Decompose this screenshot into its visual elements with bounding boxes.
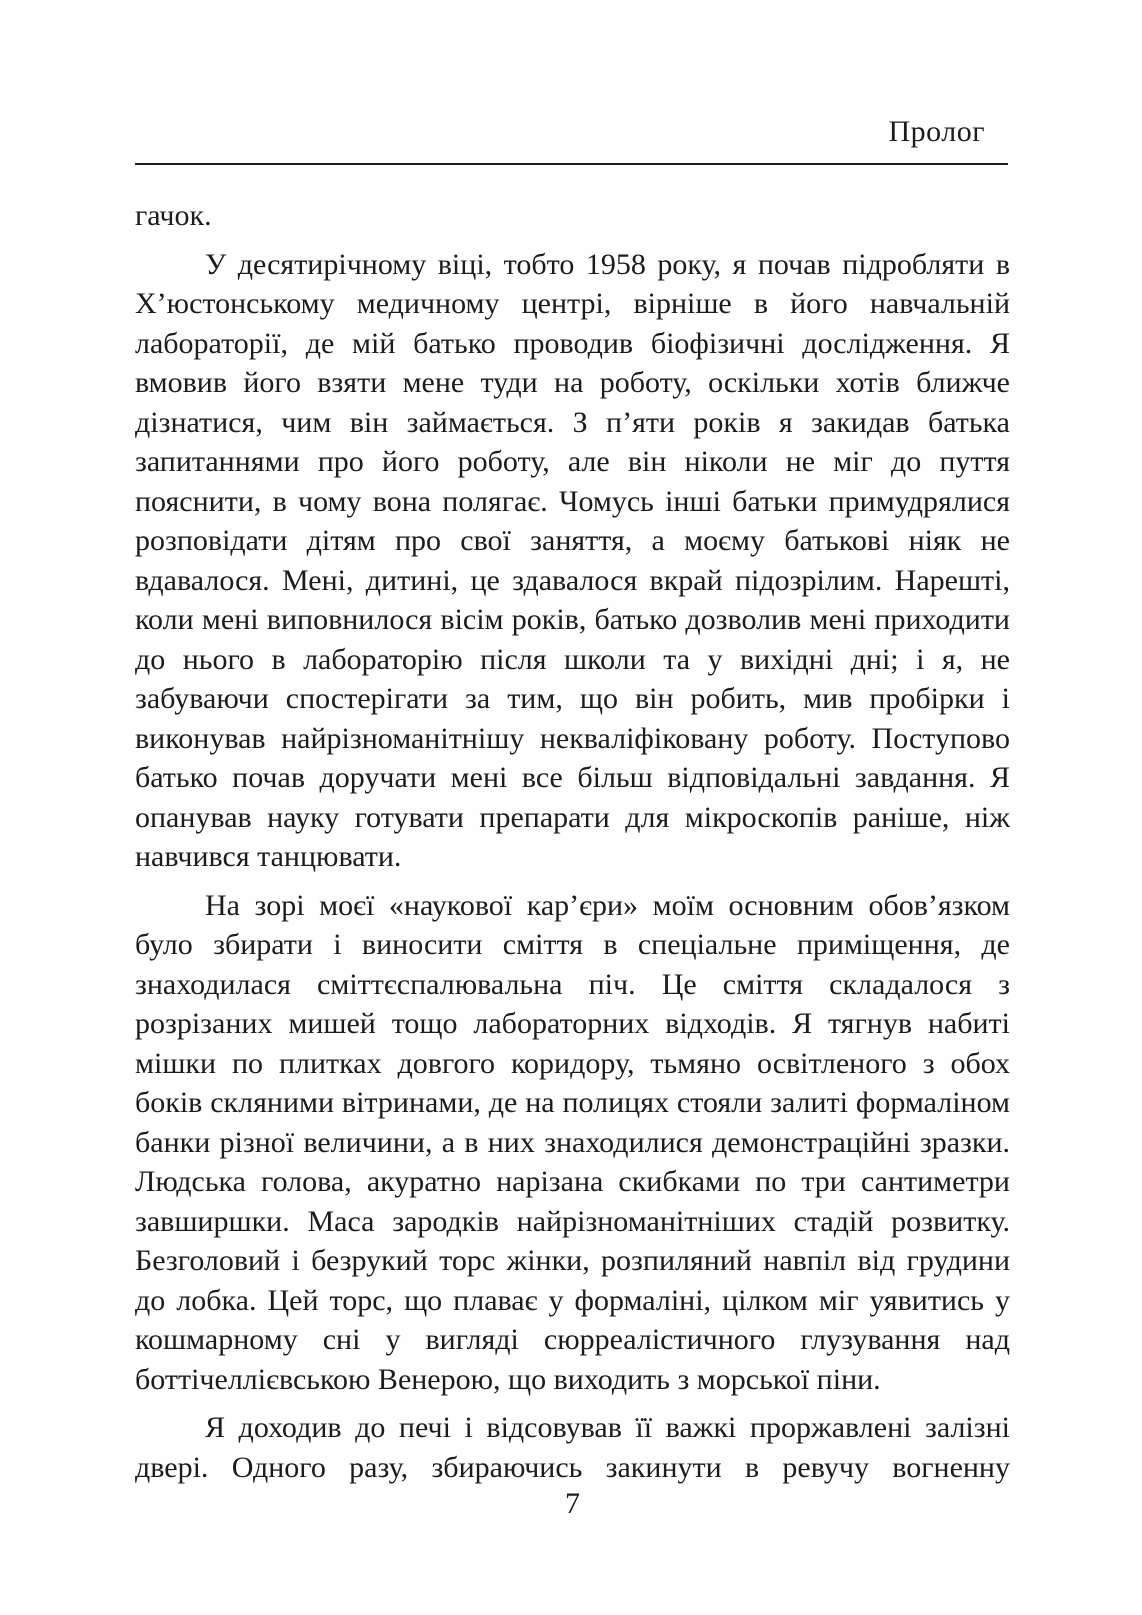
page-footer (135, 1486, 1010, 1522)
paragraph-continuation: гачок. (135, 199, 212, 232)
page-number: 7 (565, 1487, 580, 1520)
page-body (135, 196, 1010, 1496)
running-header (135, 112, 1010, 152)
paragraph: У десятирічному віці, тобто 1958 року, я почав підробляти в Х’юстонському медичному центрі, вірніше в його навчальній лабораторії, де мій батько проводив біофізичні дослідження. Я вмовив його взяти мене туди на роботу, оскільки хотів ближче дізнатися, чим він займається. З п’яти років я закидав батька запитаннями про його роботу, але він ніколи не міг до пуття пояснити, в чому вона полягає. Чомусь інші батьки примудрялися розповідати дітям про свої заняття, а моєму батькові ніяк не вдавалося. Мені, дитині, це здавалося вкрай підозрілим. Нарешті, коли мені виповнилося вісім років, батько дозволив мені приходити до нього в лабораторію після школи та у вихідні дні; і я, не забуваючи спостерігати за тим, що він робить, мив пробірки і виконував найрізноманітнішу некваліфіковану роботу. Поступово батько почав доручати мені все більш відповідальні завдання. Я опанував науку готувати препарати для мікроскопів раніше, ніж навчився танцювати. (135, 247, 1010, 873)
running-header-title: Пролог (888, 115, 985, 148)
paragraph: На зорі моєї «наукової кар’єри» моїм основним обов’язком було збирати і виносити сміття в спеціальне приміщення, де знаходилася сміттєспалювальна піч. Це сміття складалося з розрізаних мишей тощо лабораторних відходів. Я тягнув набиті мішки по плитках довгого коридору, тьмяно освітленого з обох боків скляними вітринами, де на полицях стояли залиті формаліном банки різної величини, а в них знаходилися демонстраційні зразки. Людська голова, акуратно нарізана скибками по три сантиметри завширшки. Маса зародків найрізноманітніших стадій розвитку. Безголовий і безрукий торс жінки, розпиляний навпіл від грудини до лобка. Цей торс, що плаває у формаліні, цілком міг уявитись у кошмарному сні у вигляді сюрреалістичного глузування над боттічеллієвською Венерою, що виходить з морської піни. (135, 888, 1010, 1396)
header-rule (135, 163, 1008, 165)
paragraph-cut: Я доходив до печі і відсовував її важкі проржавлені залізні двері. Одного разу, збираючись закинути в ревучу вогненну (135, 1411, 1010, 1484)
